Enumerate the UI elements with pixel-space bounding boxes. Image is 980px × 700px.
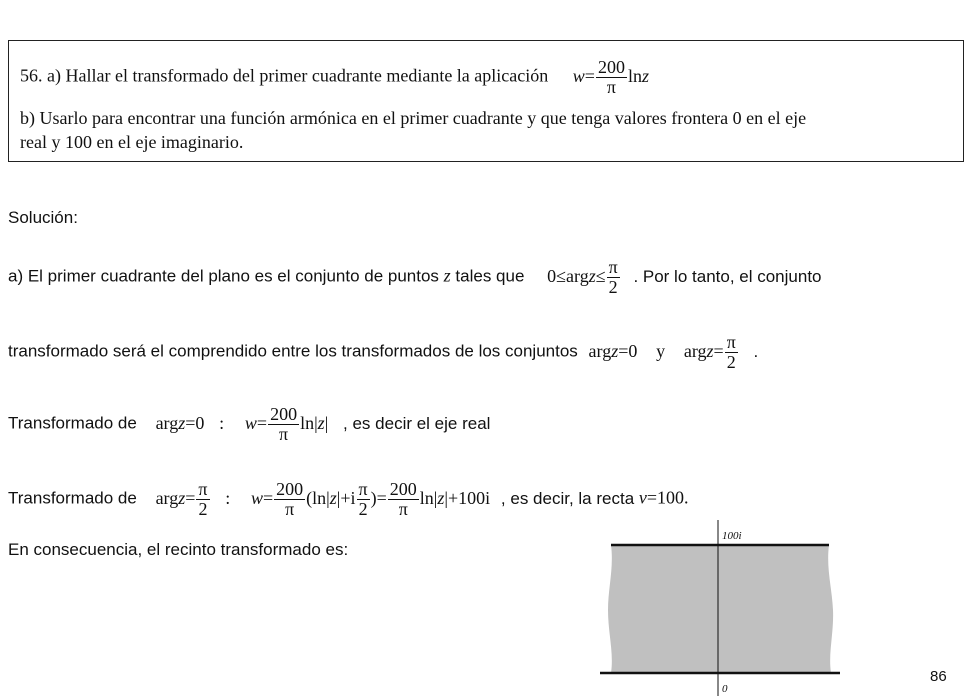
problem-line-3: real y 100 en el eje imaginario. <box>20 132 244 152</box>
problem-line-2: b) Usarlo para encontrar una función armónica en el primer cuadrante y que tenga valores frontera 0 en el eje <box>20 108 807 128</box>
problem-line-1-text: 56. a) Hallar el transformado del primer cuadrante mediante la aplicación <box>20 65 549 86</box>
page-number: 86 <box>930 668 947 685</box>
transform-imaginary-axis: Transformado de argz= $\frac{\pi}{2}$ : w= $\frac{200}{\pi}$ (ln|z|+i $\frac{\pi}{2}$ )= $\frac{200}{\pi}$ ln|z|+100i , es decir, la recta v=100. <box>8 479 689 519</box>
solution-paragraph-2: transformado será el comprendido entre los transformados de los conjuntos argz=0 y argz= $\frac{\pi}{2}$ . <box>8 332 759 372</box>
strip-figure <box>596 518 866 700</box>
problem-line-1: 56. a) Hallar el transformado del primer cuadrante mediante la aplicación w= $\frac{200}{\pi}$ lnz <box>20 57 649 97</box>
solution-paragraph-1: a) El primer cuadrante del plano es el conjunto de puntos z tales que 0≤argz≤ $\frac{\pi}{2}$ . Por lo tanto, el conjunto <box>8 257 822 297</box>
label-origin: 0 <box>722 683 728 695</box>
solution-consequence: En consecuencia, el recinto transformado es: <box>8 540 349 559</box>
strip-region <box>608 545 833 673</box>
fraction-200-pi: $\frac{200}{\pi}$ <box>597 57 625 97</box>
transform-real-axis: Transformado de argz=0 : w= $\frac{200}{\pi}$ ln|z| , es decir el eje real <box>8 404 491 444</box>
label-100i: 100i <box>722 530 742 542</box>
solution-heading: Solución: <box>8 208 78 227</box>
